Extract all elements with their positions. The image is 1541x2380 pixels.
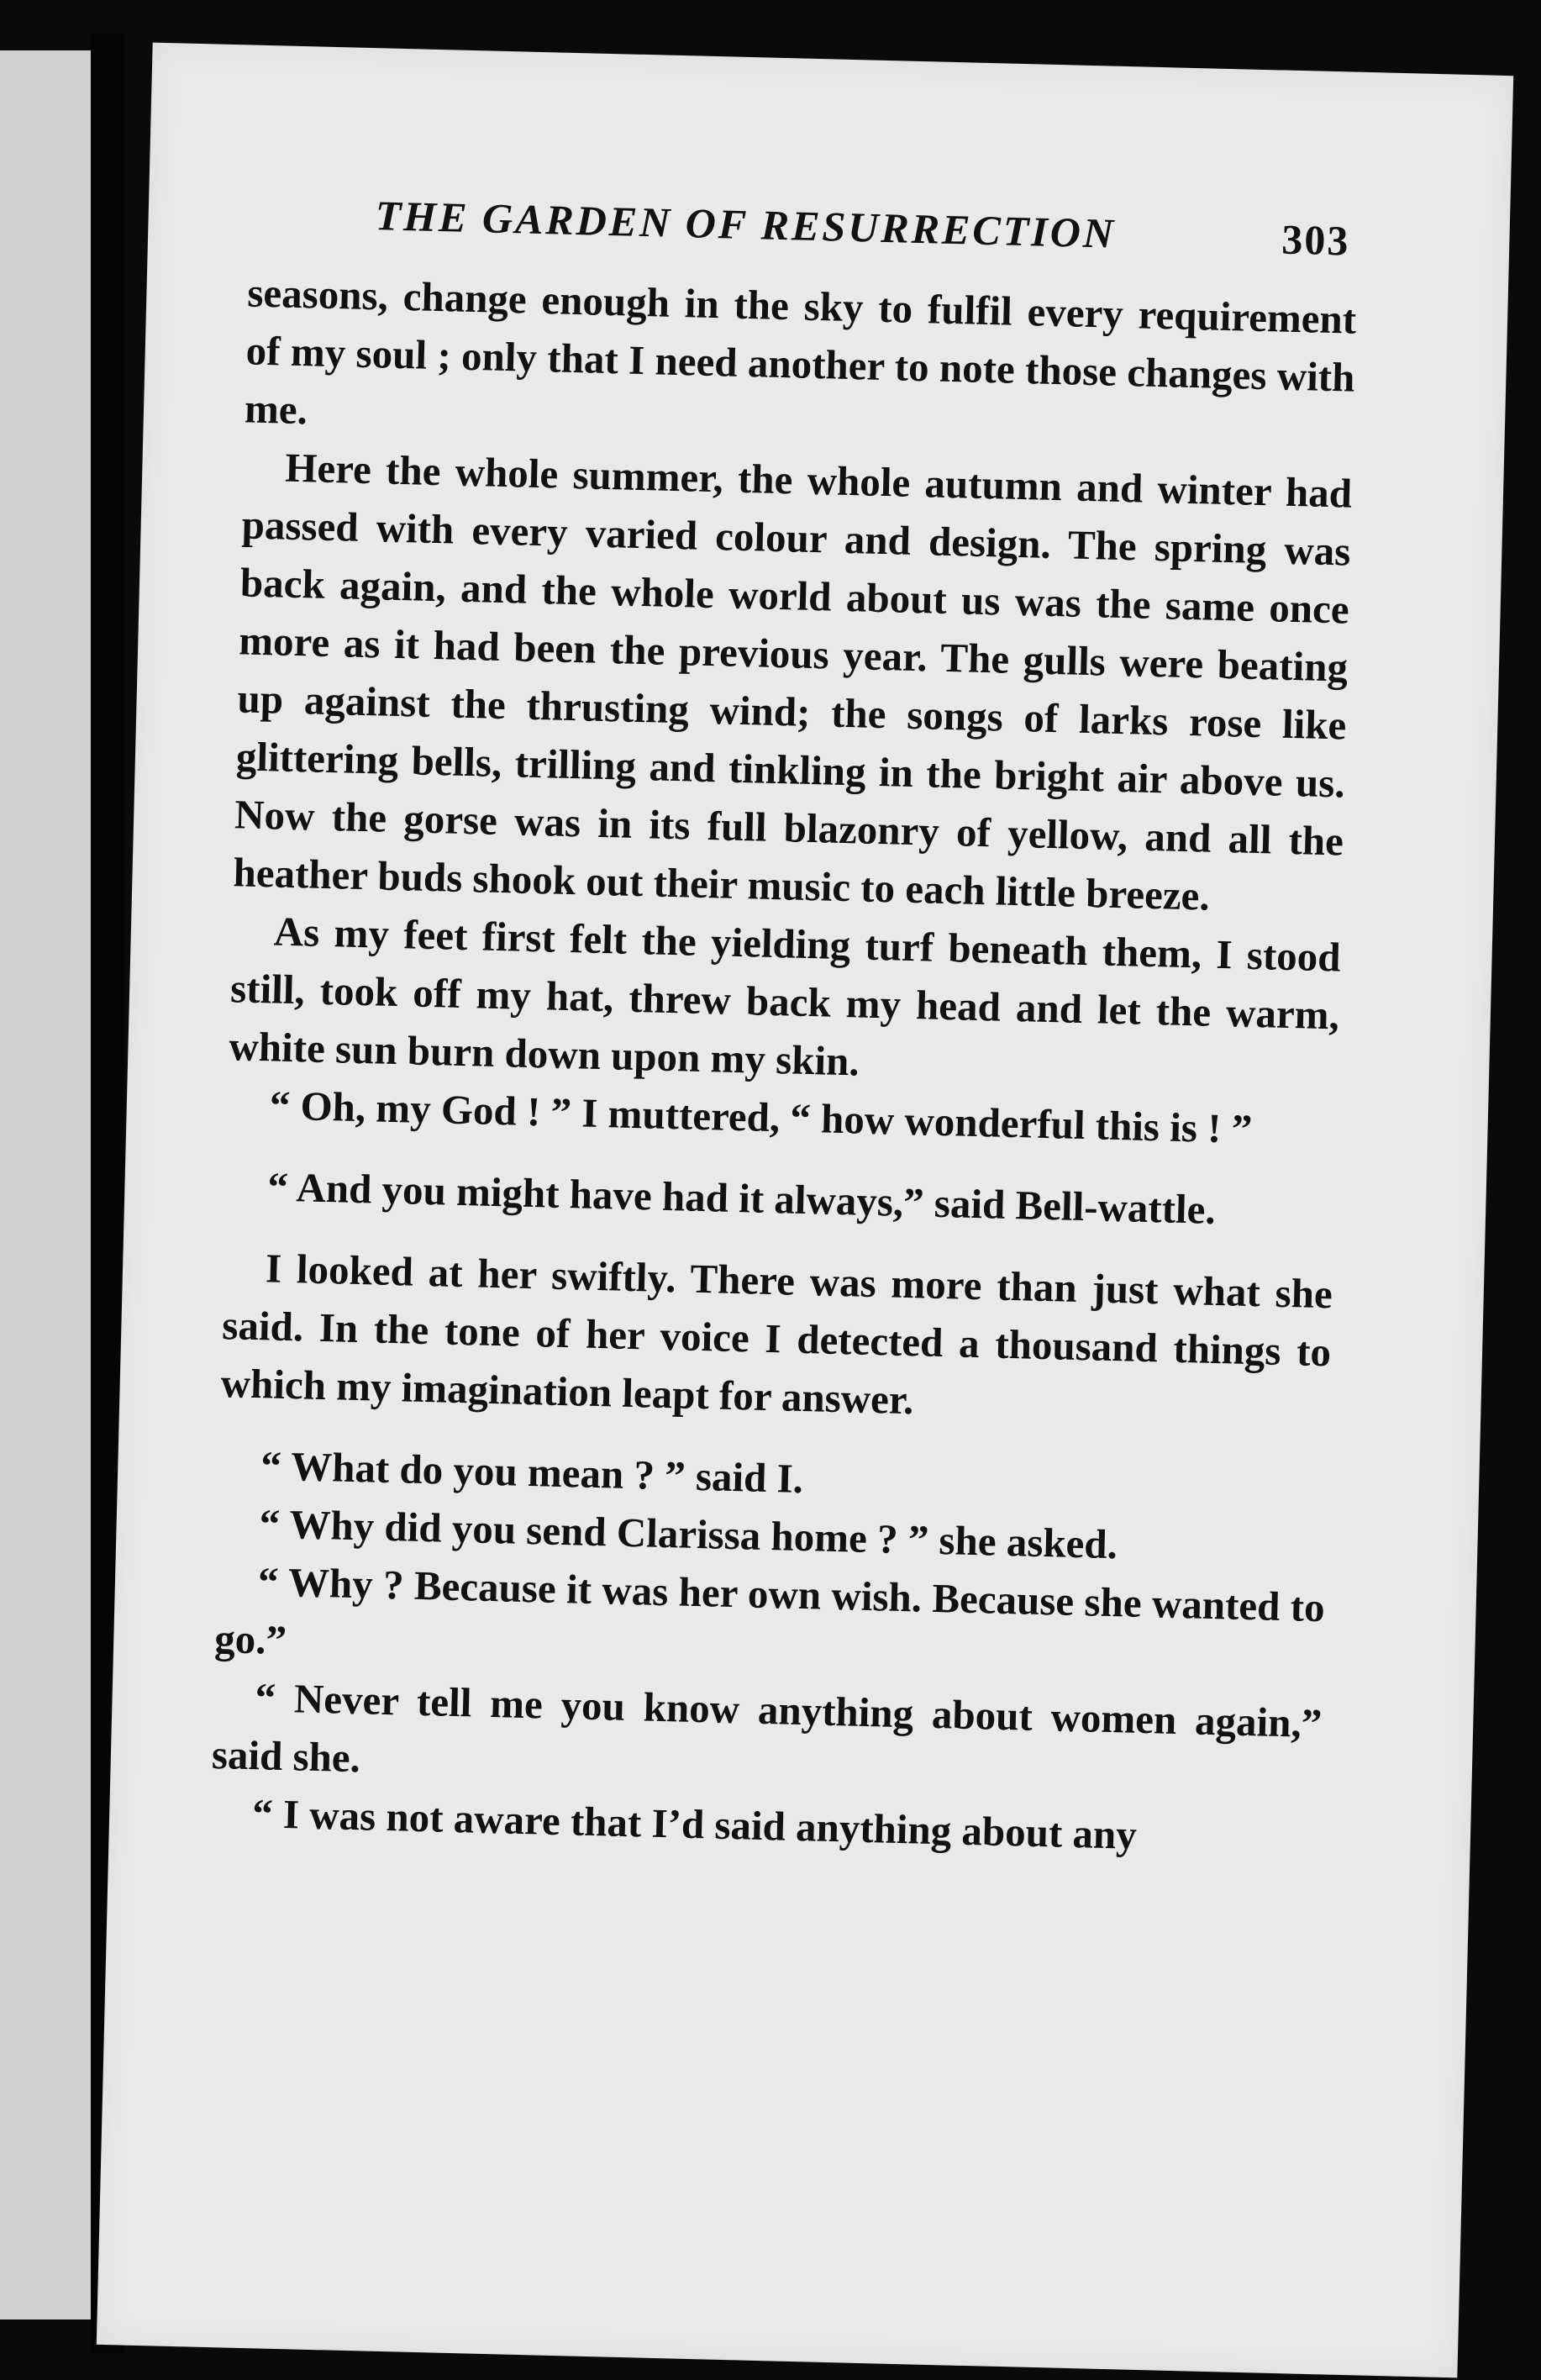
paragraph: “ Why did you send Clarissa home ? ” she asked. (259, 1500, 1118, 1568)
paragraph: “ Why ? Because it was her own wish. Because she wanted to go.” (213, 1558, 1326, 1664)
paragraph: “ Never tell me you know anything about women again,” said she. (211, 1674, 1323, 1782)
body-text (209, 263, 1356, 1868)
paragraph: I looked at her swiftly. There was more than just what she said. In the tone of her voice I detected a thousand things to which my imagination leapt for answer. (220, 1245, 1333, 1424)
page-number: 303 (1281, 215, 1351, 265)
paragraph: seasons, change enough in the sky to fulfil every requirement of my soul ; only that I need another to note those changes with me. (244, 269, 1357, 434)
paragraph: “ Oh, my God ! ” I muttered, “ how wonderful this is ! ” (269, 1082, 1253, 1152)
facing-page-edge (0, 50, 91, 2319)
paragraph: Here the whole summer, the whole autumn and winter had passed with every varied colour and design. The spring was back again, and the whole world about us was the same once more as it had been the previous year. The gulls were beating up against the thrusting wind; the songs of larks rose like glittering bells, trilling and tinkling in the bright air above us. Now the gorse was in its full blazonry of yellow, and all the heather buds shook out their music to each little breeze. (232, 444, 1353, 919)
running-title: THE GARDEN OF RESURRECTION (375, 192, 1117, 257)
page-content (209, 188, 1359, 1869)
paragraph: “ What do you mean ? ” said I. (260, 1442, 804, 1503)
paragraph: “ I was not aware that I’d said anything about any (251, 1790, 1138, 1858)
paragraph: As my feet first felt the yielding turf beneath them, I stood still, took off my hat, threw back my head and let the warm, white sun burn down upon my skin. (228, 908, 1342, 1085)
book-page (97, 43, 1513, 2378)
paragraph: “ And you might have had it always,” said Bell-wattle. (266, 1163, 1217, 1233)
